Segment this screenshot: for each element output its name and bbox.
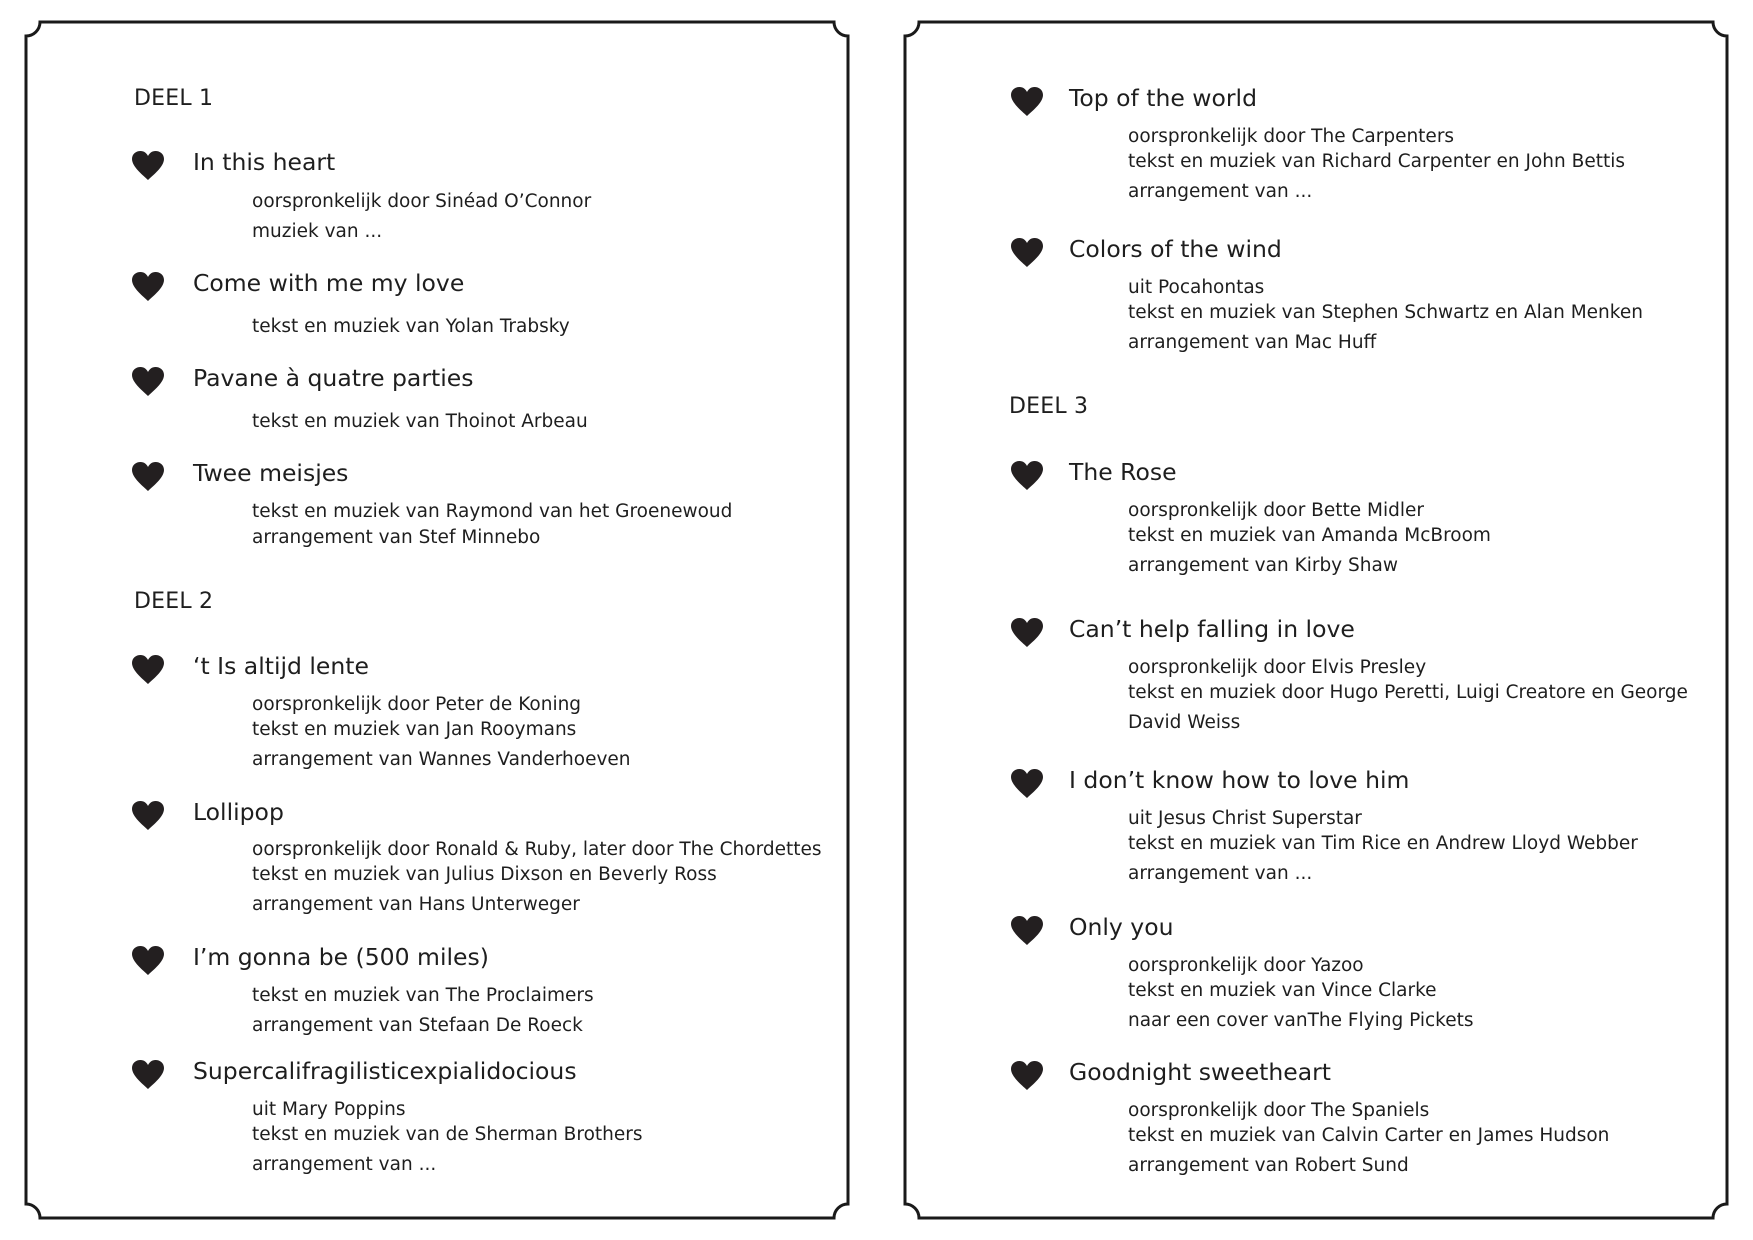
song-detail-line: oorspronkelijk door Bette Midler xyxy=(1128,500,1424,521)
song-detail-line: arrangement van ... xyxy=(1128,863,1313,884)
heart-icon xyxy=(1010,86,1044,117)
song-detail-line: uit Mary Poppins xyxy=(252,1099,406,1120)
heart-icon xyxy=(131,800,165,831)
song-detail-line: arrangement van Robert Sund xyxy=(1128,1155,1409,1176)
song-detail-line: uit Pocahontas xyxy=(1128,277,1265,298)
heart-icon xyxy=(1010,1060,1044,1091)
song-title: Colors of the wind xyxy=(1069,235,1282,263)
heart-icon xyxy=(131,271,165,302)
song-detail-line: tekst en muziek van Raymond van het Groenewoud xyxy=(252,501,733,522)
song-title: Pavane à quatre parties xyxy=(193,364,474,392)
song-detail-line: tekst en muziek van Thoinot Arbeau xyxy=(252,411,588,432)
song-detail-line: tekst en muziek van Richard Carpenter en John Bettis xyxy=(1128,151,1625,172)
song-title: Twee meisjes xyxy=(193,459,349,487)
song-detail-line: arrangement van Stefaan De Roeck xyxy=(252,1015,583,1036)
song-detail-line: uit Jesus Christ Superstar xyxy=(1128,808,1362,829)
heart-icon xyxy=(131,945,165,976)
song-detail-line: oorspronkelijk door Ronald & Ruby, later door The Chordettes xyxy=(252,839,822,860)
song-detail-line: naar een cover vanThe Flying Pickets xyxy=(1128,1010,1474,1031)
song-detail-line: arrangement van ... xyxy=(252,1154,437,1175)
song-detail-line: David Weiss xyxy=(1128,712,1241,733)
song-title: In this heart xyxy=(193,148,336,176)
heart-icon xyxy=(131,150,165,181)
song-detail-line: tekst en muziek van Tim Rice en Andrew Lloyd Webber xyxy=(1128,833,1638,854)
right-panel xyxy=(880,0,1753,1240)
heart-icon xyxy=(1010,768,1044,799)
song-detail-line: tekst en muziek door Hugo Peretti, Luigi Creatore en George xyxy=(1128,682,1688,703)
song-detail-line: arrangement van Hans Unterweger xyxy=(252,894,580,915)
song-detail-line: arrangement van Kirby Shaw xyxy=(1128,555,1398,576)
song-detail-line: oorspronkelijk door Yazoo xyxy=(1128,955,1364,976)
song-title: ‘t Is altijd lente xyxy=(193,652,369,680)
song-detail-line: tekst en muziek van The Proclaimers xyxy=(252,985,594,1006)
song-title: Lollipop xyxy=(193,798,284,826)
heart-icon xyxy=(131,1059,165,1090)
song-detail-line: tekst en muziek van Julius Dixson en Beverly Ross xyxy=(252,864,717,885)
section-heading: DEEL 1 xyxy=(134,86,214,111)
song-title: I’m gonna be (500 miles) xyxy=(193,943,489,971)
section-heading: DEEL 2 xyxy=(134,589,214,614)
song-detail-line: tekst en muziek van Calvin Carter en James Hudson xyxy=(1128,1125,1610,1146)
song-detail-line: arrangement van ... xyxy=(1128,181,1313,202)
song-detail-line: tekst en muziek van Amanda McBroom xyxy=(1128,525,1491,546)
song-detail-line: arrangement van Mac Huff xyxy=(1128,332,1377,353)
heart-icon xyxy=(131,461,165,492)
song-title: Top of the world xyxy=(1069,84,1257,112)
heart-icon xyxy=(131,366,165,397)
heart-icon xyxy=(1010,617,1044,648)
song-detail-line: tekst en muziek van Vince Clarke xyxy=(1128,980,1437,1001)
song-detail-line: arrangement van Wannes Vanderhoeven xyxy=(252,749,631,770)
song-detail-line: oorspronkelijk door Elvis Presley xyxy=(1128,657,1427,678)
song-title: Supercalifragilisticexpialidocious xyxy=(193,1057,577,1085)
song-detail-line: tekst en muziek van Jan Rooymans xyxy=(252,719,577,740)
left-panel xyxy=(0,0,870,1240)
heart-icon xyxy=(1010,460,1044,491)
song-detail-line: tekst en muziek van Stephen Schwartz en Alan Menken xyxy=(1128,302,1643,323)
song-title: Only you xyxy=(1069,913,1174,941)
heart-icon xyxy=(131,654,165,685)
song-detail-line: oorspronkelijk door Sinéad O’Connor xyxy=(252,191,592,212)
song-title: I don’t know how to love him xyxy=(1069,766,1410,794)
song-detail-line: tekst en muziek van de Sherman Brothers xyxy=(252,1124,643,1145)
heart-icon xyxy=(1010,237,1044,268)
section-heading: DEEL 3 xyxy=(1009,394,1089,419)
song-detail-line: oorspronkelijk door The Spaniels xyxy=(1128,1100,1430,1121)
heart-icon xyxy=(1010,915,1044,946)
song-detail-line: oorspronkelijk door The Carpenters xyxy=(1128,126,1455,147)
song-detail-line: muziek van ... xyxy=(252,221,383,242)
song-title: Goodnight sweetheart xyxy=(1069,1058,1332,1086)
song-title: Can’t help falling in love xyxy=(1069,615,1355,643)
song-detail-line: arrangement van Stef Minnebo xyxy=(252,527,541,548)
song-title: The Rose xyxy=(1069,458,1177,486)
song-detail-line: oorspronkelijk door Peter de Koning xyxy=(252,694,582,715)
song-detail-line: tekst en muziek van Yolan Trabsky xyxy=(252,316,570,337)
song-title: Come with me my love xyxy=(193,269,465,297)
